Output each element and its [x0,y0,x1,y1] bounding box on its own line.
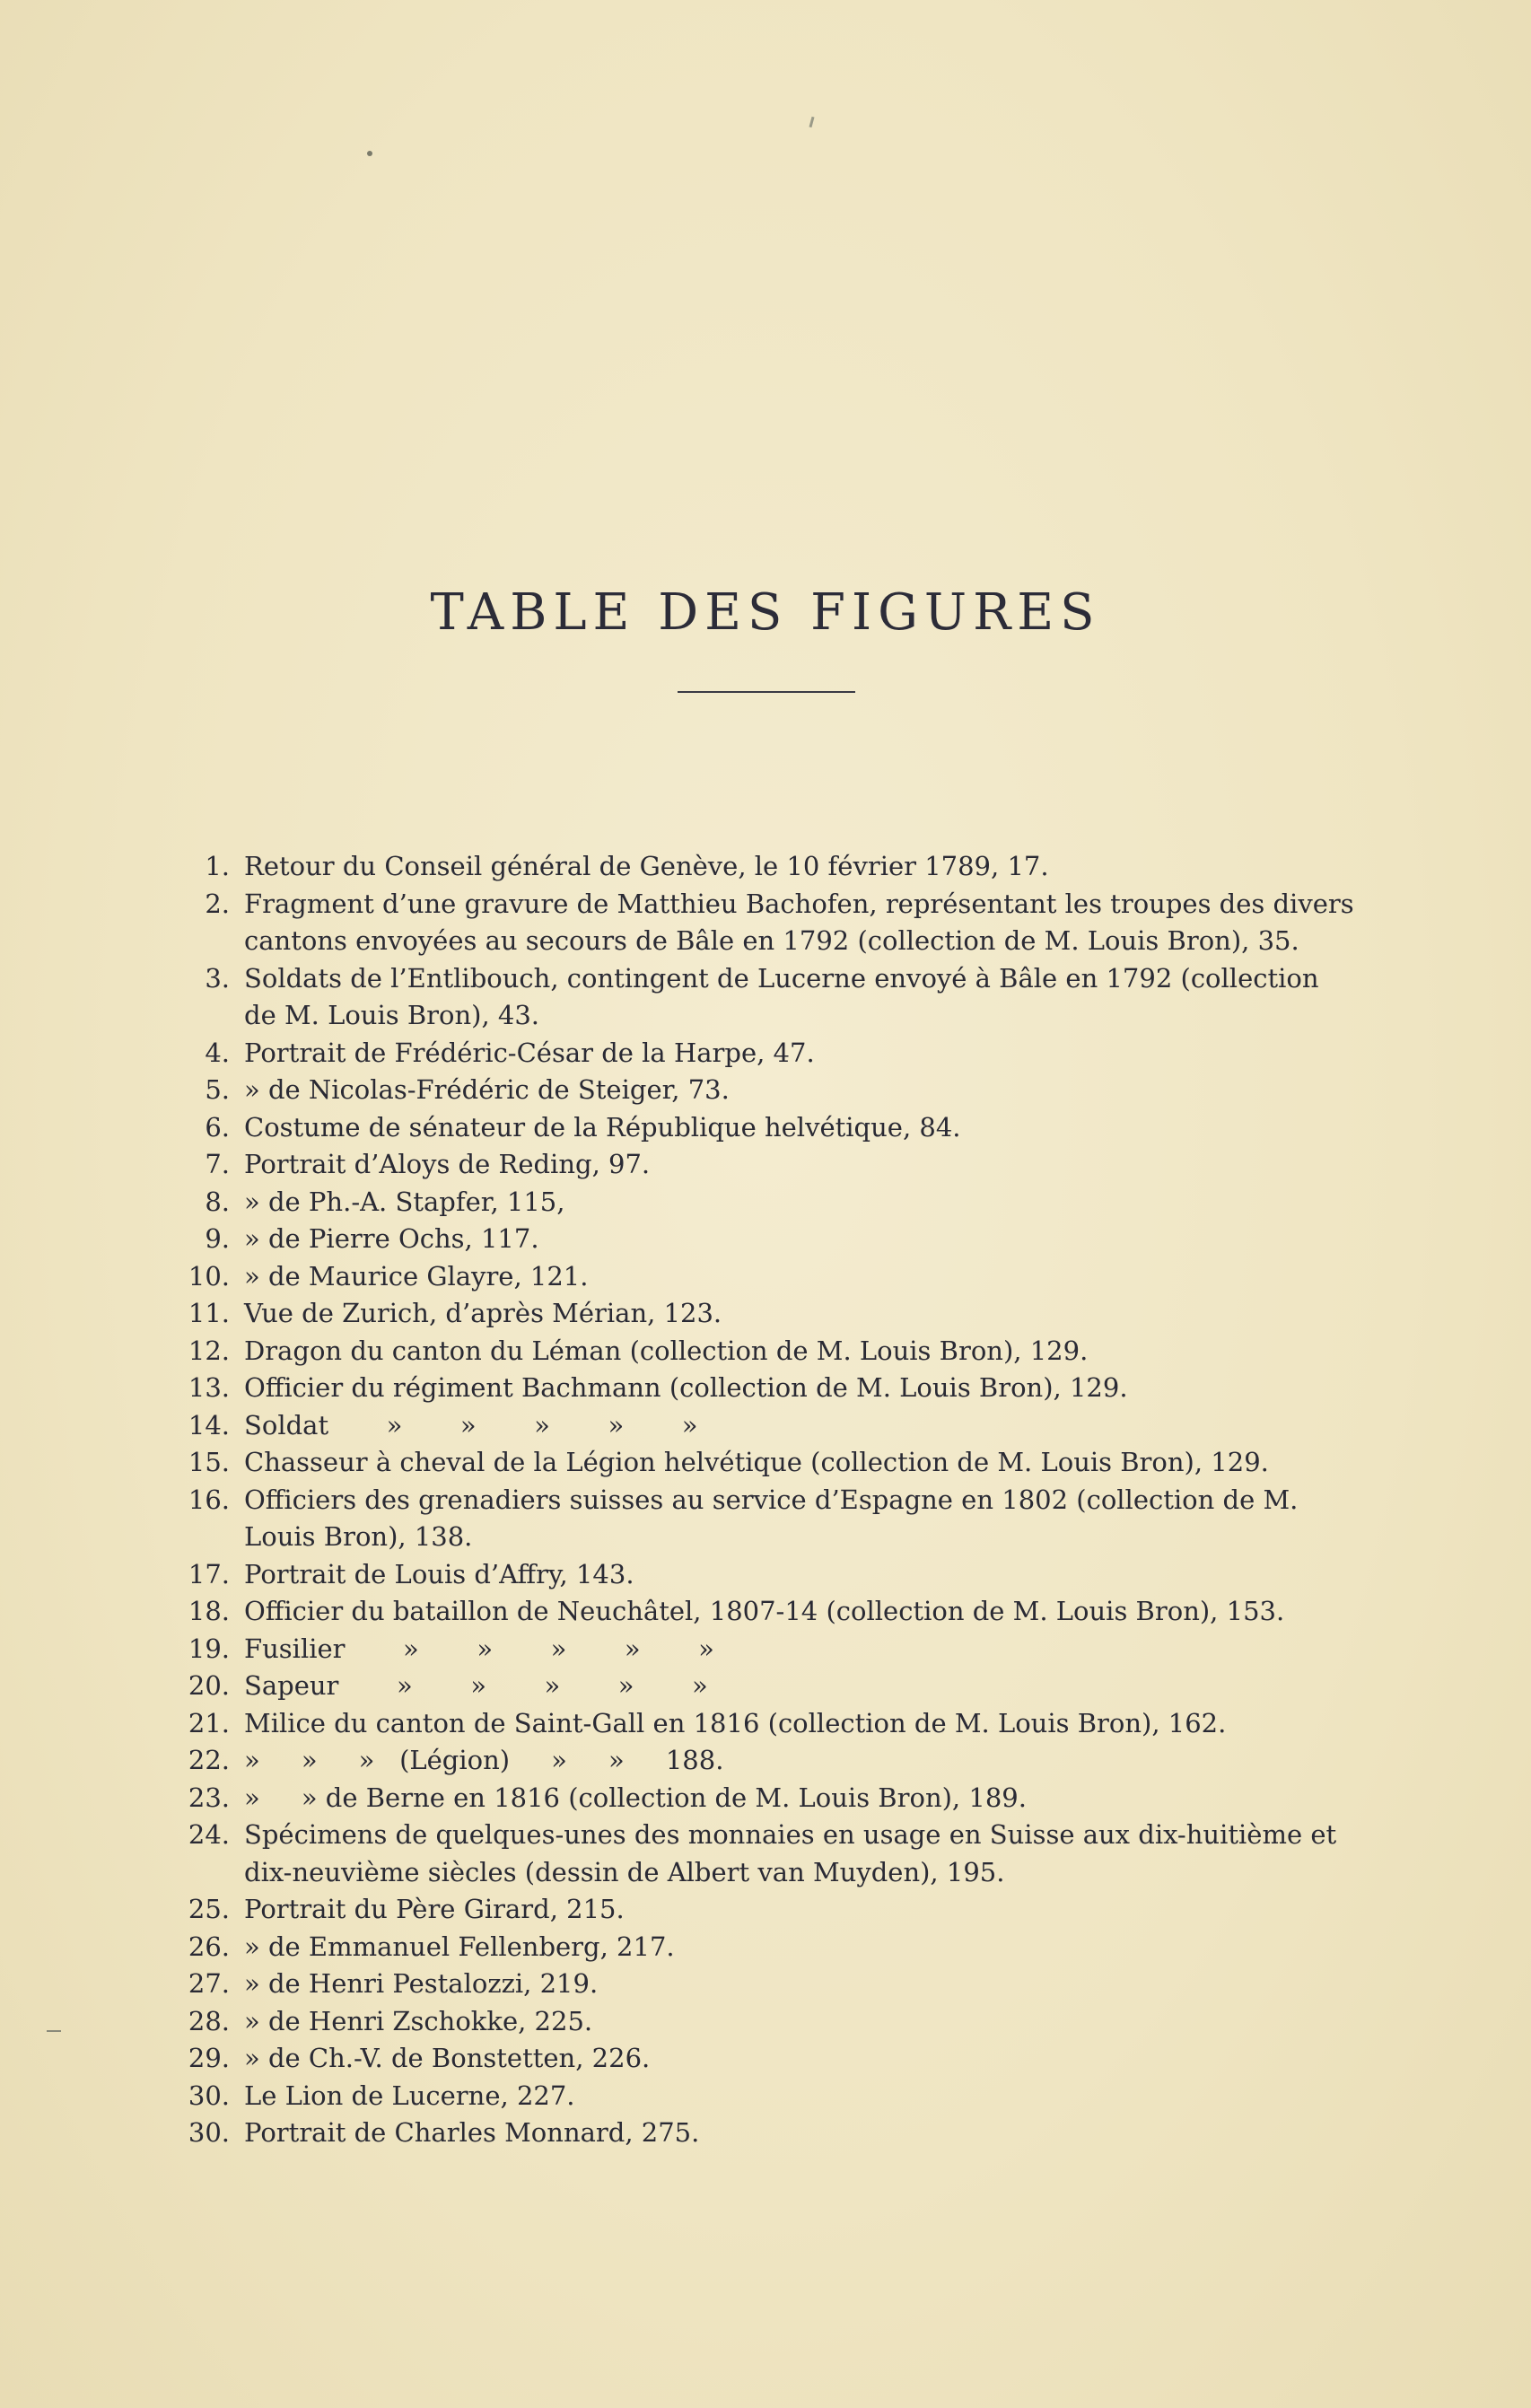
figure-entry [171,1668,1355,1705]
figure-entry [171,1295,1355,1333]
figure-number: 11. [188,1298,230,1328]
margin-mark [47,2030,61,2032]
figure-caption: » de Henri Zschokke, 225. [244,2005,593,2036]
figure-caption: » de Ch.-V. de Bonstetten, 226. [244,2043,651,2073]
figure-entry [171,1780,1355,1817]
figure-caption: Portrait de Charles Monnard, 275. [244,2117,700,2148]
figure-number: 29. [188,2043,230,2073]
figure-entry [171,2003,1355,2041]
figure-caption: Portrait du Père Girard, 215. [244,1894,625,1924]
figure-number: 16. [188,1484,230,1515]
figure-caption: Portrait de Frédéric-César de la Harpe, 47. [244,1037,815,1068]
figure-entry [171,1258,1355,1296]
figure-caption: Soldats de l’Entlibouch, contingent de Lucerne envoyé à Bâle en 1792 (collection de M. Louis Bron), 43. [244,962,1327,1030]
figure-entry [171,1221,1355,1258]
figure-caption: Officier du régiment Bachmann (collection de M. Louis Bron), 129. [244,1372,1128,1403]
figure-entry [171,1556,1355,1594]
figure-caption: » de Maurice Glayre, 121. [244,1260,589,1292]
figure-caption: Officiers des grenadiers suisses au service d’Espagne en 1802 (collection de M. Louis Bron), 138. [244,1484,1307,1552]
figure-entry [171,1891,1355,1929]
figure-number: 15. [188,1447,230,1477]
figure-entry [171,1407,1355,1445]
figure-number: 30. [188,2080,230,2111]
figure-caption: » de Pierre Ochs, 117. [244,1223,539,1254]
figure-number: 17. [188,1558,230,1589]
figure-caption: Sapeur » » » » » [244,1670,708,1701]
figure-caption: Dragon du canton du Léman (collection de M. Louis Bron), 129. [244,1335,1089,1366]
figure-entry [171,2040,1355,2078]
figure-entry [171,848,1355,886]
figure-caption: Costume de sénateur de la République helvétique, 84. [244,1111,961,1143]
figure-number: 30. [188,2117,230,2148]
figure-caption: » » de Berne en 1816 (collection de M. Louis Bron), 189. [244,1782,1027,1813]
figure-caption: Soldat » » » » » [244,1409,698,1440]
figure-entry [171,1482,1355,1556]
figure-entry [171,2115,1355,2152]
figure-entry [171,960,1355,1035]
figure-number: 13. [188,1372,230,1403]
figure-entry [171,1035,1355,1073]
figure-number: 6. [205,1111,230,1143]
figure-caption: Officier du bataillon de Neuchâtel, 1807-14 (collection de M. Louis Bron), 153. [244,1596,1285,1626]
figure-number: 2. [205,888,230,919]
figure-number: 7. [205,1149,230,1179]
figure-caption: » de Henri Pestalozzi, 219. [244,1968,599,1999]
figure-entry [171,1333,1355,1370]
figure-entry [171,1109,1355,1147]
figure-number: 23. [188,1782,230,1813]
figure-number: 26. [188,1931,230,1962]
figure-number: 5. [205,1074,230,1105]
title-divider [678,691,855,693]
figure-entry [171,1966,1355,2003]
figure-caption: Milice du canton de Saint-Gall en 1816 (collection de M. Louis Bron), 162. [244,1707,1227,1738]
page-title: TABLE DES FIGURES [430,582,1101,642]
figure-caption: Portrait d’Aloys de Reding, 97. [244,1149,651,1179]
figure-number: 20. [188,1670,230,1701]
figure-number: 21. [188,1707,230,1738]
figure-caption: Spécimens de quelques-unes des monnaies en usage en Suisse aux dix-huitième et dix-neuvième siècles (dessin de Albert van Muyden), 195. [244,1819,1345,1887]
figure-caption: » de Ph.-A. Stapfer, 115, [244,1186,565,1217]
figure-caption: » de Emmanuel Fellenberg, 217. [244,1931,675,1962]
figure-number: 1. [205,851,230,881]
figure-number: 22. [188,1745,230,1775]
figure-caption: Chasseur à cheval de la Légion helvétique (collection de M. Louis Bron), 129. [244,1447,1269,1477]
figure-number: 14. [188,1409,230,1440]
figure-entry [171,1593,1355,1631]
figure-number: 18. [188,1596,230,1626]
figure-number: 12. [188,1335,230,1366]
figure-number: 8. [205,1186,230,1217]
figure-caption: Fusilier » » » » » [244,1633,714,1664]
figure-entry [171,1742,1355,1780]
figure-entry [171,2078,1355,2115]
figure-number: 25. [188,1894,230,1924]
figure-entry [171,1817,1355,1891]
figure-number: 3. [205,962,230,994]
figure-entry [171,1444,1355,1482]
ink-speck [367,151,372,156]
figure-number: 4. [205,1037,230,1068]
figure-number: 28. [188,2005,230,2036]
figure-number: 10. [188,1260,230,1292]
figure-caption: » de Nicolas-Frédéric de Steiger, 73. [244,1074,730,1105]
figure-entry [171,1631,1355,1668]
figure-entry [171,886,1362,960]
figure-number: 24. [188,1819,230,1850]
figure-entry [171,1705,1355,1743]
figure-list [171,848,1362,2152]
figure-entry [171,1929,1355,1966]
ink-speck [809,117,814,127]
figure-caption: Portrait de Louis d’Affry, 143. [244,1558,634,1589]
figure-number: 27. [188,1968,230,1999]
figure-entry [171,1184,1355,1222]
figure-entry [171,1146,1355,1184]
figure-caption: Fragment d’une gravure de Matthieu Bachofen, représentant les troupes des divers cantons envoyées au secours de Bâle en 1792 (collection de M. Louis Bron), 35. [244,888,1362,956]
figure-caption: Vue de Zurich, d’après Mérian, 123. [244,1298,722,1328]
figure-caption: Retour du Conseil général de Genève, le 10 février 1789, 17. [244,851,1049,881]
figure-caption: Le Lion de Lucerne, 227. [244,2080,575,2111]
figure-entry [171,1072,1355,1109]
figure-number: 19. [188,1633,230,1664]
figure-entry [171,1370,1355,1407]
figure-number: 9. [205,1223,230,1254]
figure-caption: » » » (Légion) » » 188. [244,1745,724,1775]
